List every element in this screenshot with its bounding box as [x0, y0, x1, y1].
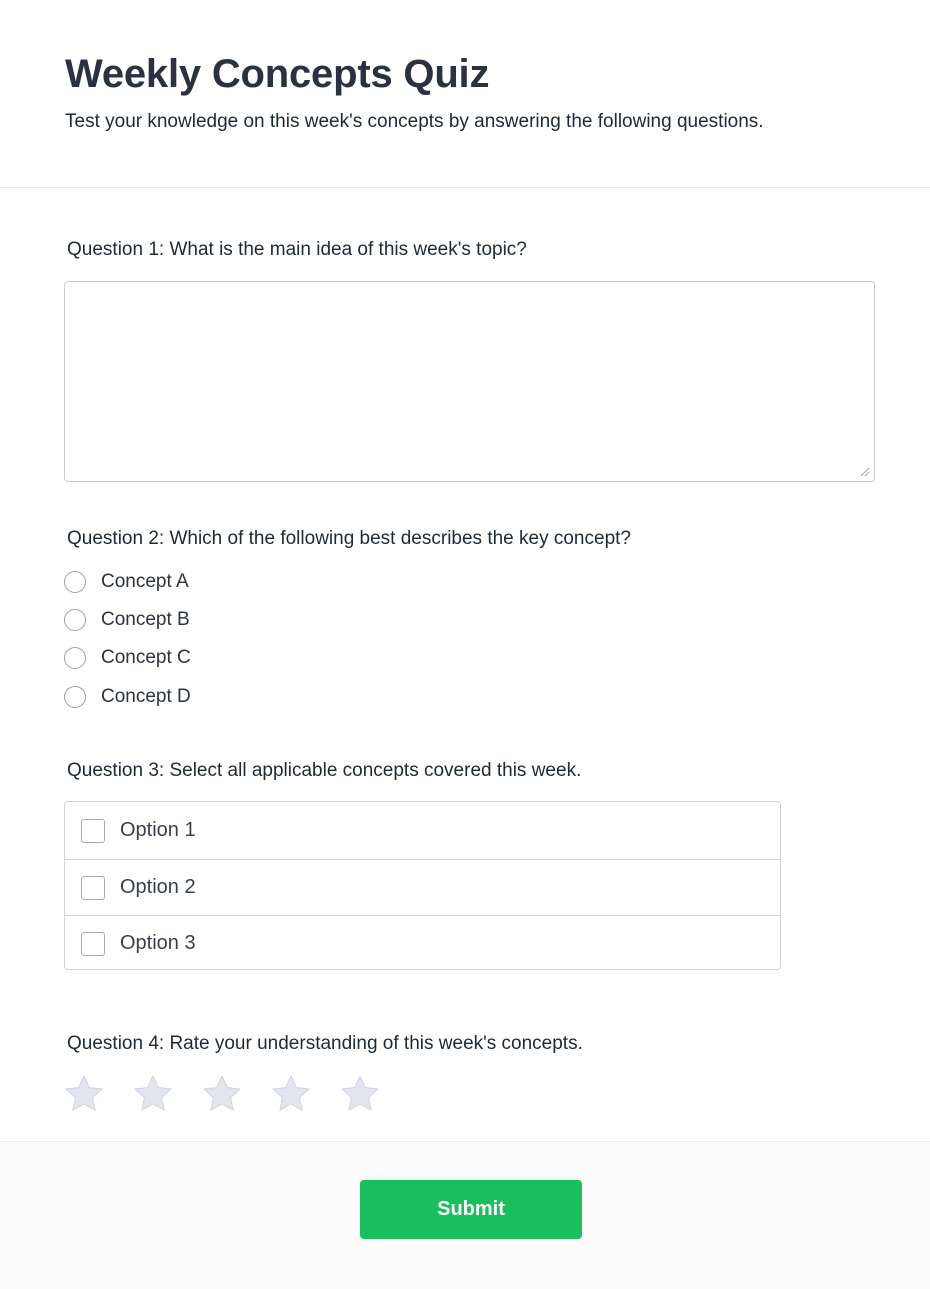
radio-option-concept-b[interactable]	[64, 607, 190, 633]
radio-button[interactable]	[64, 647, 86, 669]
resize-grip-icon[interactable]	[858, 465, 870, 477]
checkbox[interactable]	[81, 819, 105, 843]
question-1-answer-textarea[interactable]	[64, 281, 875, 482]
checkbox-option-1[interactable]	[65, 802, 780, 859]
checkbox-option-2[interactable]	[65, 859, 780, 915]
radio-option-label: Concept A	[101, 571, 189, 592]
radio-option-label: Concept B	[101, 609, 190, 630]
checkbox-option-label: Option 2	[120, 876, 196, 898]
page-title: Weekly Concepts Quiz	[65, 52, 490, 96]
radio-option-concept-a[interactable]	[64, 569, 189, 595]
star-icon-4[interactable]	[271, 1074, 311, 1114]
quiz-header	[0, 0, 930, 188]
radio-option-concept-c[interactable]	[64, 645, 191, 671]
radio-button[interactable]	[64, 571, 86, 593]
star-icon-3[interactable]	[202, 1074, 242, 1114]
checkbox-option-label: Option 1	[120, 819, 196, 841]
question-3-label: Question 3: Select all applicable concepts covered this week.	[67, 760, 582, 781]
star-icon-1[interactable]	[64, 1074, 104, 1114]
radio-button[interactable]	[64, 686, 86, 708]
question-4-label: Question 4: Rate your understanding of this week's concepts.	[67, 1033, 583, 1054]
checkbox-group	[64, 801, 781, 970]
checkbox-option-3[interactable]	[65, 915, 780, 970]
radio-button[interactable]	[64, 609, 86, 631]
question-1-label: Question 1: What is the main idea of this week's topic?	[67, 239, 527, 260]
submit-button[interactable]: Submit	[360, 1180, 582, 1239]
checkbox-option-label: Option 3	[120, 932, 196, 954]
radio-option-concept-d[interactable]	[64, 684, 191, 710]
star-icon-2[interactable]	[133, 1074, 173, 1114]
radio-option-label: Concept D	[101, 686, 191, 707]
checkbox[interactable]	[81, 932, 105, 956]
checkbox[interactable]	[81, 876, 105, 900]
star-icon-5[interactable]	[340, 1074, 380, 1114]
radio-option-label: Concept C	[101, 647, 191, 668]
question-2-label: Question 2: Which of the following best describes the key concept?	[67, 528, 631, 549]
page-subtitle: Test your knowledge on this week's concepts by answering the following questions.	[65, 111, 764, 132]
